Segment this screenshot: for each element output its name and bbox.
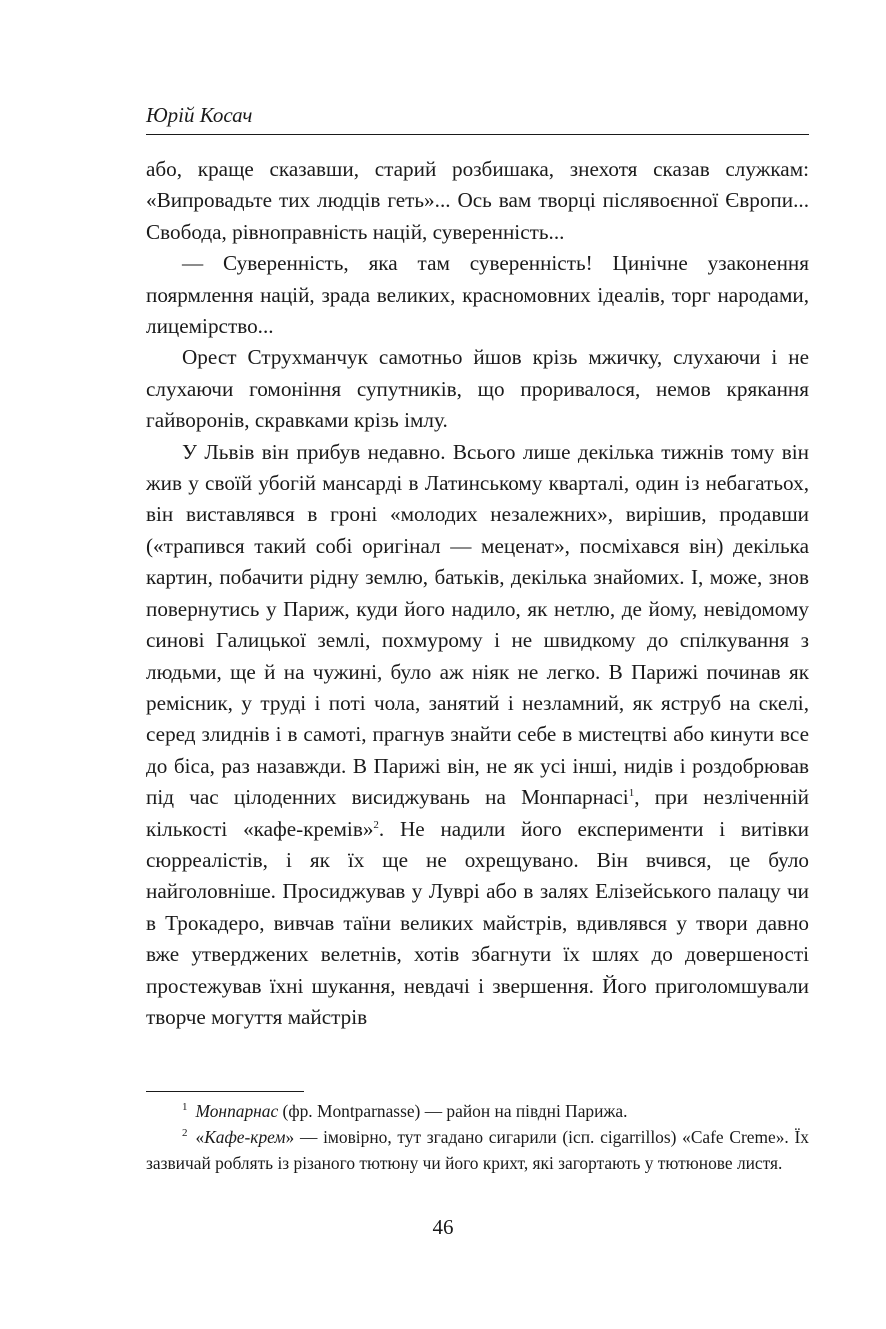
- footnotes: [146, 1098, 809, 1176]
- paragraph-3: Орест Струхманчук самотньо йшов крізь мжичку, слухаючи і не слухаючи гомоніння супутників, що проривалося, немов крякання гайворонів, скравками крізь імлу.: [146, 345, 809, 433]
- paragraph-1: або, краще сказавши, старий розбишака, знехотя сказав служкам: «Випровадьте тих людців геть»... Ось вам творці післявоєнної Європи... Свобода, рівноправність націй, суверенність...: [146, 157, 809, 244]
- footnote-2-mark: 2: [182, 1127, 188, 1140]
- footnote-divider: [146, 1091, 304, 1092]
- paragraph-4-part-c: . Не надили його експерименти і витівки сюрреалістів, і як їх ще не охрещувано. Він вчився, це було найголовніше. Просиджував у Луврі або в залях Елізейського палацу чи в Трокадеро, вивчав таїни великих майстрів, вдивлявся у твори давно вже утверджених велетнів, хотів збагнути їх шлях до довершеності простежував їхні шукання, невдачі і звершення. Його приголомшували творче могуття майстрів: [146, 816, 809, 1029]
- paragraph-2: — Суверенність, яка там суверенність! Цинічне узаконення поярмлення націй, зрада великих, красномовних ідеалів, торг народами, лицемірство...: [146, 251, 809, 339]
- footnote-2-text: » — імовірно, тут згадано сигарили (ісп. cigarrillos) «Cafe Creme». Їх зазвичай роблять із різаного тютюну чи його крихт, які загортають у тютюнове листя.: [146, 1127, 809, 1173]
- page-number: 46: [432, 1215, 454, 1239]
- footnote-2: [146, 1124, 809, 1176]
- footnote-1-text: (фр. Montparnasse) — район на півдні Парижа.: [278, 1101, 628, 1121]
- footnote-1-term: Монпарнас: [195, 1101, 279, 1121]
- footnote-2-term: Кафе-крем: [204, 1127, 286, 1147]
- paragraph-4: [146, 437, 809, 1034]
- footnote-2-open-quote: «: [195, 1127, 205, 1147]
- main-text: [146, 154, 809, 1033]
- footnote-ref-1: 1: [628, 787, 635, 800]
- footnote-1: [146, 1098, 809, 1124]
- paragraph-4-part-a: У Львів він прибув недавно. Всього лише декілька тижнів тому він жив у своїй убогій мансарді в Латинському кварталі, один із небагатьох, він виставлявся в гроні «молодих незалежних», вирішив, продавши («трапився такий собі оригінал — меценат», посміхався він) декілька картин, побачити рідну землю, батьків, декілька знайомих. І, може, знов повернутись у Париж, куди його надило, як нетлю, де йому, невідомому синові Галицької землі, похмурому і не швидкому до спілкування з людьми, ще й на чужині, було аж ніяк не легко. В Парижі починав як ремісник, у труді і поті чола, занятий і незламний, як яструб на скелі, серед злиднів і в самоті, прагнув знайти себе в мистецтві або кинути все до біса, раз назавжди. В Парижі він, не як усі інші, нидів і роздобрював під час цілоденних висиджувань на Монпарнасі: [146, 439, 809, 810]
- paragraph-4-part-b: , при незліченній кількості «кафе-кремів»: [146, 785, 809, 841]
- footnote-1-mark: 1: [182, 1101, 188, 1114]
- footnote-ref-2: 2: [373, 818, 379, 831]
- header-author: Юрій Косач: [146, 103, 253, 127]
- running-header: [146, 100, 809, 135]
